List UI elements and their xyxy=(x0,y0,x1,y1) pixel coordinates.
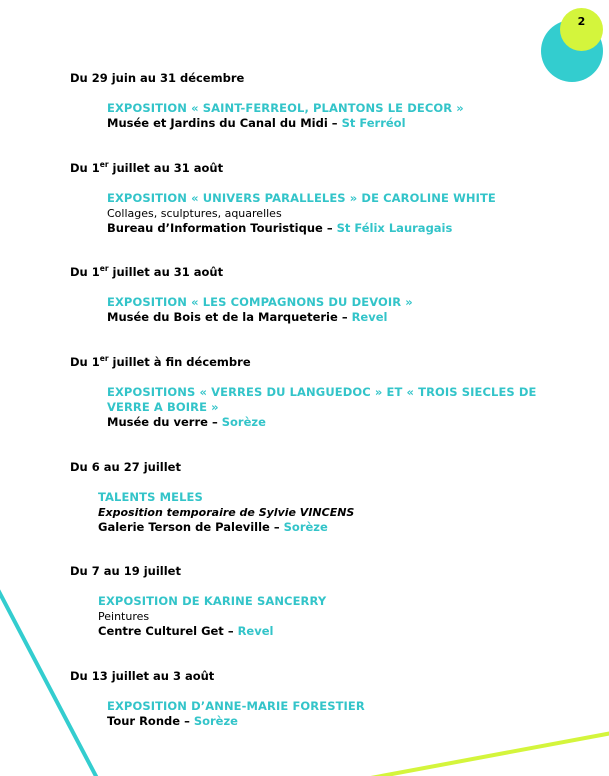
event-venue: Tour Ronde xyxy=(107,714,181,728)
event-details xyxy=(70,101,570,131)
event-item xyxy=(70,265,570,325)
event-details xyxy=(70,594,570,639)
event-date: Du 6 au 27 juillet xyxy=(70,460,181,474)
event-date: Du 7 au 19 juillet xyxy=(70,564,181,578)
event-details xyxy=(70,490,570,535)
event-city: St Félix Lauragais xyxy=(336,221,453,235)
event-details xyxy=(70,295,570,325)
event-subtitle: Collages, sculptures, aquarelles xyxy=(107,207,282,220)
event-location: Bureau d’Information Touristique – St Félix Lauragais xyxy=(107,221,453,235)
event-location: Centre Culturel Get – Revel xyxy=(98,624,274,638)
event-item xyxy=(70,669,570,729)
event-item xyxy=(70,564,570,639)
event-location: Musée du verre – Sorèze xyxy=(107,415,266,429)
event-title-line-2: VERRE A BOIRE » xyxy=(107,400,219,414)
event-date: Du 1er juillet à fin décembre xyxy=(70,354,251,369)
event-location: Tour Ronde – Sorèze xyxy=(107,714,238,728)
event-city: Sorèze xyxy=(283,520,328,534)
event-venue: Galerie Terson de Paleville xyxy=(98,520,270,534)
event-subtitle: Peintures xyxy=(98,610,150,623)
event-title: TALENTS MELES xyxy=(98,490,203,504)
event-item xyxy=(70,355,570,430)
event-title: EXPOSITION DE KARINE SANCERRY xyxy=(98,594,327,608)
event-location: Musée du Bois et de la Marqueterie – Revel xyxy=(107,310,388,324)
event-title: EXPOSITIONS « VERRES DU LANGUEDOC » ET « TROIS SIECLES DE xyxy=(107,385,537,399)
event-subtitle: Exposition temporaire de Sylvie VINCENS xyxy=(98,506,355,519)
event-city: Sorèze xyxy=(221,415,266,429)
event-city: Sorèze xyxy=(193,714,238,728)
page-number: 2 xyxy=(577,15,586,28)
event-item xyxy=(70,161,570,236)
event-title: EXPOSITION « UNIVERS PARALLELES » DE CAROLINE WHITE xyxy=(107,191,496,205)
event-city: Revel xyxy=(237,624,274,638)
event-item xyxy=(70,460,570,535)
event-city: St Ferréol xyxy=(341,116,406,130)
event-venue: Centre Culturel Get xyxy=(98,624,224,638)
event-item xyxy=(70,71,570,131)
event-title: EXPOSITION « LES COMPAGNONS DU DEVOIR » xyxy=(107,295,413,309)
event-date: Du 13 juillet au 3 août xyxy=(70,669,215,683)
event-date: Du 1er juillet au 31 août xyxy=(70,264,224,279)
event-details xyxy=(70,699,570,729)
event-venue: Musée du Bois et de la Marqueterie xyxy=(107,310,338,324)
event-venue: Musée et Jardins du Canal du Midi xyxy=(107,116,328,130)
event-details xyxy=(70,191,570,236)
event-details xyxy=(70,385,570,430)
page-number-badge xyxy=(541,8,605,80)
event-date: Du 1er juillet au 31 août xyxy=(70,160,224,175)
event-location: Musée et Jardins du Canal du Midi – St Ferréol xyxy=(107,116,406,130)
event-city: Revel xyxy=(351,310,388,324)
event-venue: Musée du verre xyxy=(107,415,208,429)
event-title: EXPOSITION « SAINT-FERREOL, PLANTONS LE DECOR » xyxy=(107,101,464,115)
event-venue: Bureau d’Information Touristique xyxy=(107,221,323,235)
event-title: EXPOSITION D’ANNE-MARIE FORESTIER xyxy=(107,699,365,713)
event-location: Galerie Terson de Paleville – Sorèze xyxy=(98,520,328,534)
event-date: Du 29 juin au 31 décembre xyxy=(70,71,245,85)
lime-diagonal-line xyxy=(360,733,609,776)
